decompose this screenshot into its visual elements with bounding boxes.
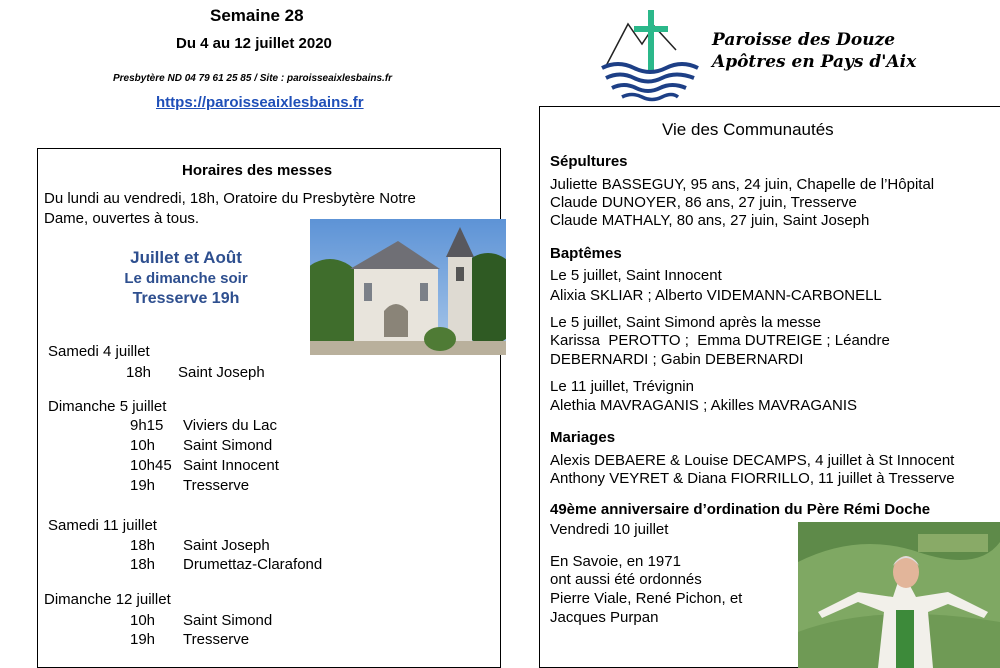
mass-time: 10h45 <box>130 457 172 474</box>
anniversary-text-line: En Savoie, en 1971 <box>550 553 681 570</box>
wedding-entry: Alexis DEBAERE & Louise DECAMPS, 4 juillet à St Innocent <box>550 452 955 469</box>
week-title: Semaine 28 <box>210 6 304 25</box>
mass-time: 19h <box>130 631 156 648</box>
baptism-line: Le 5 juillet, Saint Simond après la messe <box>550 314 821 331</box>
baptism-line: Karissa PEROTTO ; Emma DUTREIGE ; Léandre <box>550 332 890 349</box>
mass-time: 18h <box>126 364 152 381</box>
parish-name-line2: Apôtres en Pays d'Aix <box>712 52 917 72</box>
schedule-day: Samedi 4 juillet <box>48 343 150 360</box>
anniversary-date: Vendredi 10 juillet <box>550 521 669 538</box>
mass-time: 19h <box>130 477 156 494</box>
baptism-line: DEBERNARDI ; Gabin DEBERNARDI <box>550 351 804 368</box>
mass-schedule-title: Horaires des messes <box>182 162 333 179</box>
community-title: Vie des Communautés <box>662 120 834 139</box>
mass-place: Saint Joseph <box>178 364 265 381</box>
baptism-line: Le 11 juillet, Trévignin <box>550 378 694 395</box>
mass-place: Saint Joseph <box>183 537 270 554</box>
baptism-line: Alethia MAVRAGANIS ; Akilles MAVRAGANIS <box>550 397 858 414</box>
mass-time: 10h <box>130 612 156 629</box>
anniversary-text-line: ont aussi été ordonnés <box>550 571 702 588</box>
funeral-entry: Juliette BASSEGUY, 95 ans, 24 juin, Chapelle de l’Hôpital <box>550 176 935 193</box>
website-link[interactable]: https://paroisseaixlesbains.fr <box>156 94 364 111</box>
mass-place: Saint Innocent <box>183 457 279 474</box>
parish-logo-icon <box>598 8 702 104</box>
parish-name <box>712 29 916 73</box>
mass-place: Viviers du Lac <box>183 417 277 434</box>
baptism-line: Alixia SKLIAR ; Alberto VIDEMANN-CARBONELL <box>550 287 882 304</box>
week-dates: Du 4 au 12 juillet 2020 <box>176 35 332 52</box>
funeral-entry: Claude MATHALY, 80 ans, 27 juin, Saint Joseph <box>550 212 870 229</box>
parish-name-line1: Paroisse des Douze <box>712 30 896 50</box>
mass-place: Tresserve <box>183 477 250 494</box>
summer-heading: Juillet et Août <box>130 248 242 267</box>
priest-photo <box>798 522 1000 668</box>
mass-place: Saint Simond <box>183 437 273 454</box>
schedule-day: Samedi 11 juillet <box>48 517 157 534</box>
anniversary-heading: 49ème anniversaire d’ordination du Père Rémi Doche <box>550 501 931 518</box>
summer-tresserve: Tresserve 19h <box>132 290 240 307</box>
baptism-line: Le 5 juillet, Saint Innocent <box>550 267 722 284</box>
schedule-day: Dimanche 5 juillet <box>48 398 167 415</box>
weekday-intro-line1: Du lundi au vendredi, 18h, Oratoire du Presbytère Notre <box>44 190 416 207</box>
schedule-day: Dimanche 12 juillet <box>44 591 171 608</box>
mass-place: Drumettaz-Clarafond <box>183 556 323 573</box>
contact-line: Presbytère ND 04 79 61 25 85 / Site : paroisseaixlesbains.fr <box>113 73 393 84</box>
mass-time: 18h <box>130 537 156 554</box>
church-photo <box>310 219 506 355</box>
mass-time: 10h <box>130 437 156 454</box>
baptisms-heading: Baptêmes <box>550 245 622 262</box>
anniversary-text-line: Pierre Viale, René Pichon, et <box>550 590 743 607</box>
summer-sunday: Le dimanche soir <box>124 270 248 287</box>
mass-time: 18h <box>130 556 156 573</box>
weekday-intro-line2: Dame, ouvertes à tous. <box>44 210 200 227</box>
anniversary-text-line: Jacques Purpan <box>550 609 659 626</box>
wedding-entry: Anthony VEYRET & Diana FIORRILLO, 11 juillet à Tresserve <box>550 470 955 487</box>
funeral-entry: Claude DUNOYER, 86 ans, 27 juin, Tresserve <box>550 194 857 211</box>
mass-place: Saint Simond <box>183 612 273 629</box>
weddings-heading: Mariages <box>550 429 616 446</box>
funerals-heading: Sépultures <box>550 153 628 170</box>
mass-place: Tresserve <box>183 631 250 648</box>
mass-time: 9h15 <box>130 417 164 434</box>
